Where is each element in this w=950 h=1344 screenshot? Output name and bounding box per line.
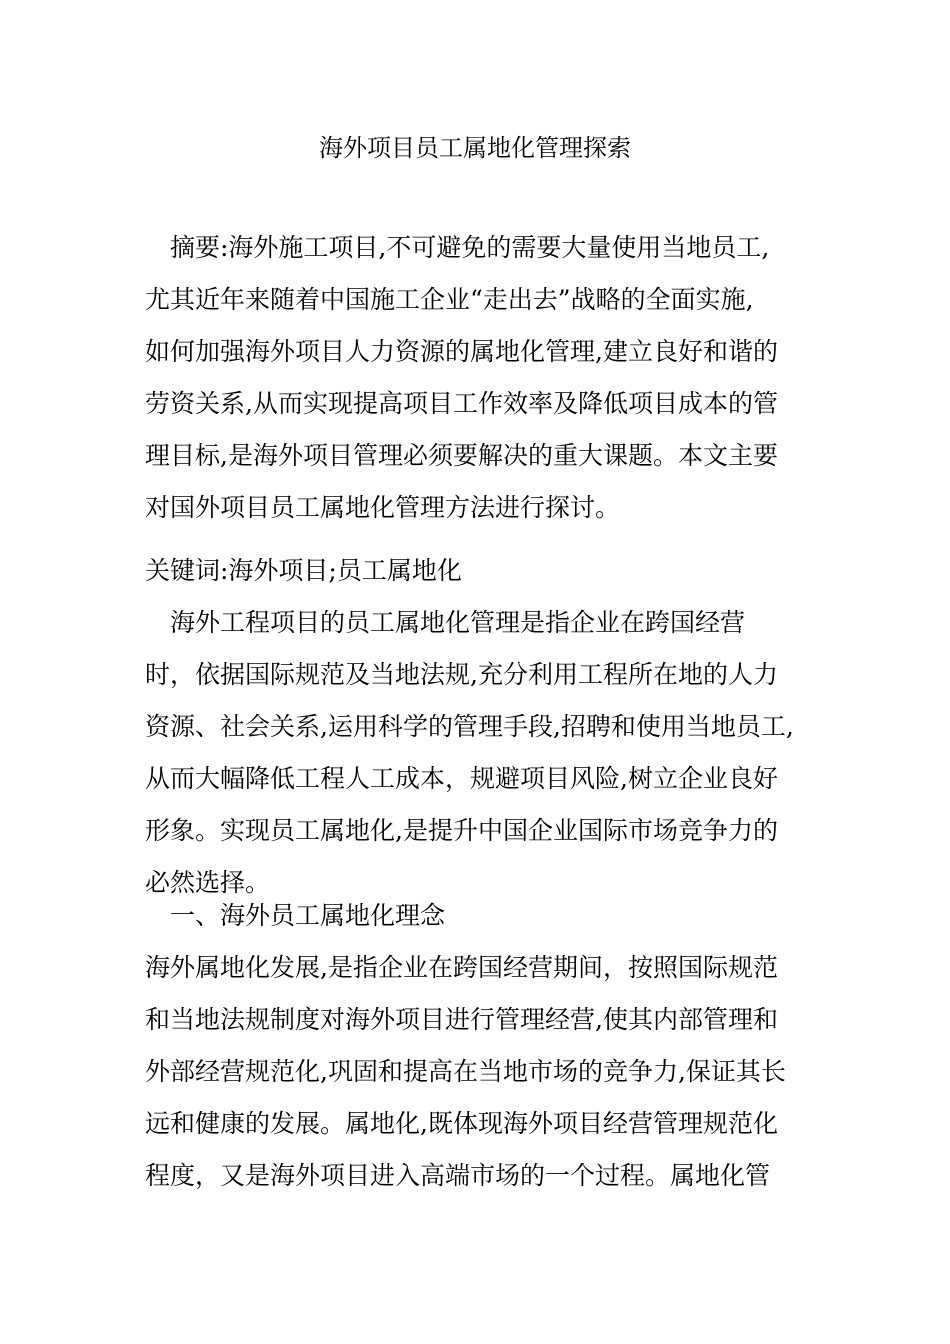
- keywords-line: 关键词:海外项目;员工属地化: [145, 556, 462, 585]
- body-line: 程度，又是海外项目进入高端市场的一个过程。属地化管: [145, 1161, 771, 1190]
- body-line: 时，依据国际规范及当地法规,充分利用工程所在地的人力: [145, 660, 778, 689]
- section-heading-text: 一、海外员工属地化理念: [145, 901, 446, 930]
- keywords-paragraph: [145, 545, 815, 597]
- abstract-line: 劳资关系,从而实现提高项目工作效率及降低项目成本的管: [145, 389, 778, 418]
- body-line: 必然选择。: [145, 868, 271, 897]
- document-title: 海外项目员工属地化管理探索: [319, 134, 631, 162]
- body-line: 从而大幅降低工程人工成本，规避项目风险,树立企业良好: [145, 764, 778, 793]
- section-heading: [145, 890, 815, 942]
- body-line: 海外工程项目的员工属地化管理是指企业在跨国经营: [145, 608, 746, 637]
- body-line: 海外属地化发展,是指企业在跨国经营期间，按照国际规范: [145, 953, 778, 982]
- abstract-line: 摘要:海外施工项目,不可避免的需要大量使用当地员工,: [145, 233, 770, 262]
- abstract-line: 如何加强海外项目人力资源的属地化管理,建立良好和谐的: [145, 337, 778, 366]
- abstract-line: 理目标,是海外项目管理必须要解决的重大课题。本文主要: [145, 441, 778, 470]
- body-line: 外部经营规范化,巩固和提高在当地市场的竞争力,保证其长: [145, 1057, 786, 1086]
- body-line: 资源、社会关系,运用科学的管理手段,招聘和使用当地员工,: [145, 712, 794, 741]
- body-paragraph-intro: [145, 597, 815, 909]
- body-line: 远和健康的发展。属地化,既体现海外项目经营管理规范化: [145, 1109, 778, 1138]
- body-line: 和当地法规制度对海外项目进行管理经营,使其内部管理和: [145, 1005, 778, 1034]
- abstract-line: 对国外项目员工属地化管理方法进行探讨。: [145, 493, 621, 522]
- body-line: 形象。实现员工属地化,是提升中国企业国际市场竞争力的: [145, 816, 778, 845]
- body-paragraph-concept: [145, 942, 815, 1202]
- abstract-line: 尤其近年来随着中国施工企业“走出去”战略的全面实施,: [145, 285, 754, 314]
- abstract-paragraph: [145, 222, 815, 534]
